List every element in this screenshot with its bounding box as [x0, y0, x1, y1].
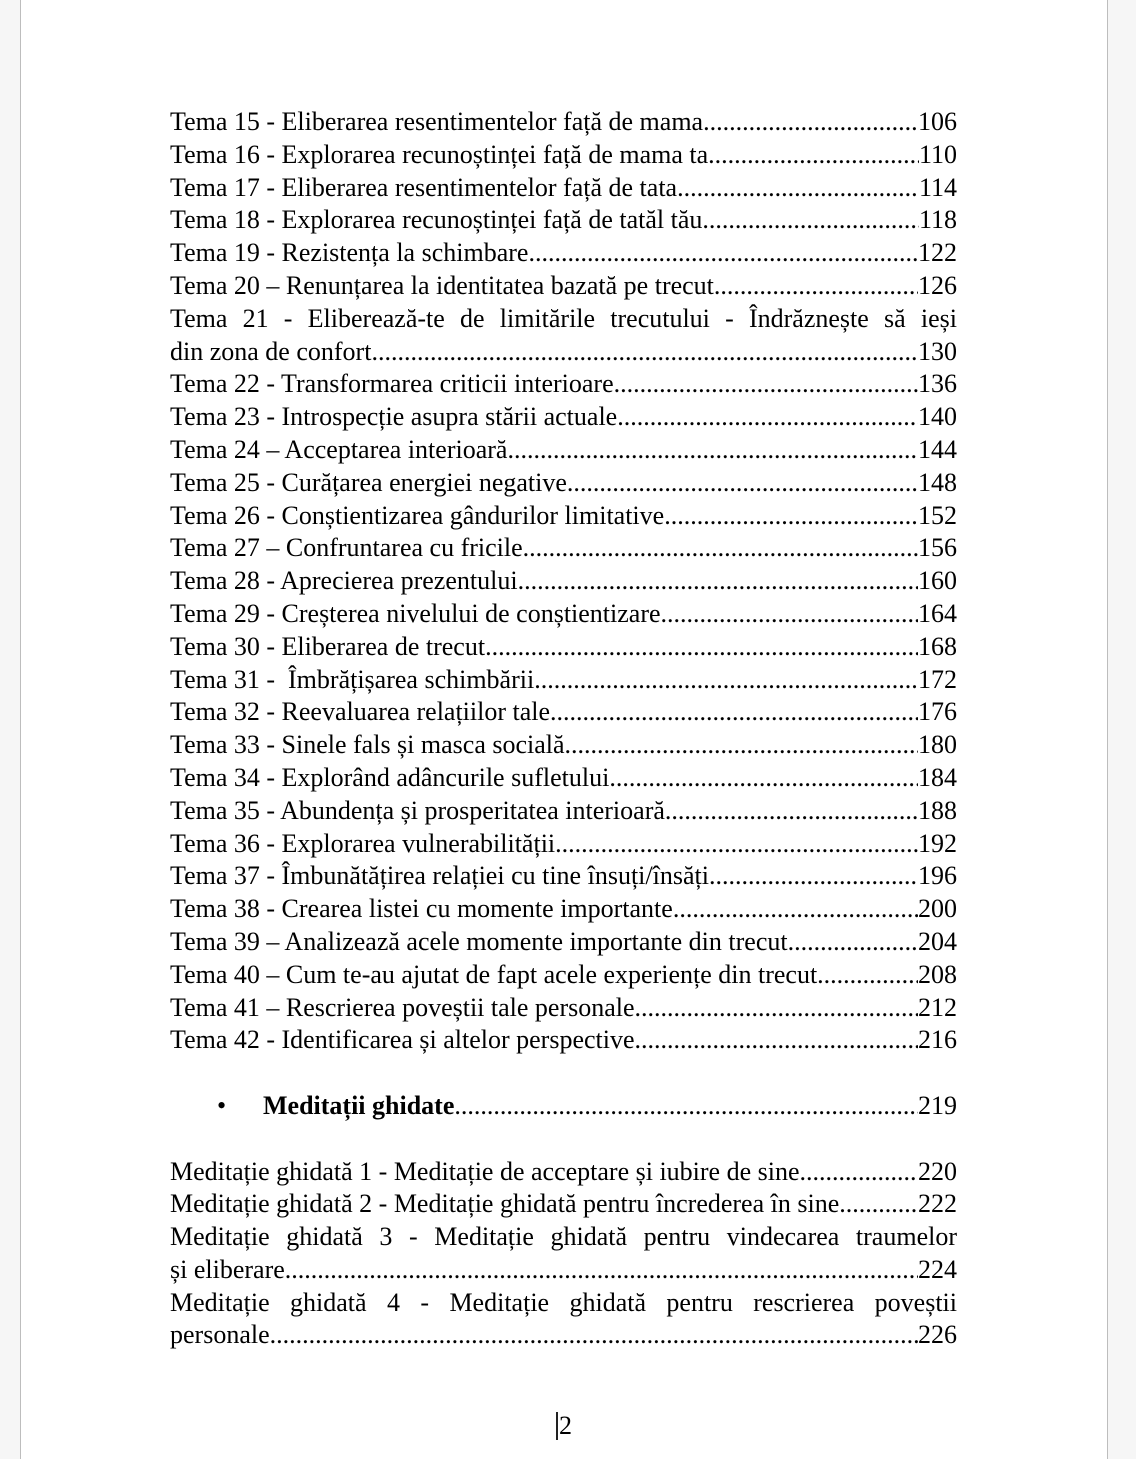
toc-entry-title: Meditație ghidată 2 - Meditație ghidată pentru încrederea în sine — [170, 1189, 840, 1219]
toc-entry[interactable] — [170, 992, 957, 1025]
dot-leader — [635, 1024, 918, 1057]
toc-entry-title: Tema 24 – Acceptarea interioară — [170, 434, 508, 464]
toc-entry[interactable] — [170, 664, 957, 697]
toc-entry-page: 156 — [918, 533, 957, 563]
toc-entry-title: Tema 28 - Aprecierea prezentului — [170, 566, 518, 596]
toc-section-title: Meditații ghidate — [263, 1090, 455, 1120]
toc-entry-title: Tema 33 - Sinele fals și masca socială — [170, 730, 565, 760]
dot-leader — [673, 893, 918, 926]
toc-entry-title: Tema 38 - Crearea listei cu momente importante — [170, 894, 673, 924]
dot-leader — [800, 1156, 918, 1189]
toc-entry-page: 188 — [918, 795, 957, 825]
toc-entry-page: 216 — [918, 1025, 957, 1055]
toc-entry-title: Tema 34 - Explorând adâncurile sufletului — [170, 762, 610, 792]
toc-entry[interactable] — [170, 500, 957, 533]
bullet-icon: • — [217, 1090, 227, 1120]
toc-entry[interactable] — [170, 795, 957, 828]
toc-entry-title: Tema 19 - Rezistența la schimbare — [170, 238, 529, 268]
toc-entry-continuation[interactable]: Meditație ghidată 4 - Meditație ghidată pentru rescrierea poveștii — [170, 1287, 957, 1317]
toc-entry[interactable] — [170, 893, 957, 926]
dot-leader — [507, 434, 918, 467]
dot-leader — [617, 401, 918, 434]
toc-entry-page: 224 — [918, 1254, 957, 1284]
toc-entry[interactable] — [170, 532, 957, 565]
toc-entry-page: 106 — [918, 107, 957, 136]
toc-entry[interactable] — [170, 204, 957, 237]
dot-leader — [708, 139, 919, 172]
dot-leader — [485, 631, 918, 664]
dot-leader — [709, 860, 918, 893]
toc-entry-page: 204 — [918, 926, 957, 956]
dot-leader — [371, 336, 918, 369]
toc-entry[interactable] — [170, 1156, 957, 1189]
toc-entry-title: Tema 25 - Curățarea energiei negative — [170, 467, 567, 497]
dot-leader — [817, 959, 918, 992]
toc-entry-title: Tema 35 - Abundența și prosperitatea interioară — [170, 795, 665, 825]
toc-entry-title: Tema 23 - Introspecție asupra stării actuale — [170, 402, 618, 432]
toc-entry[interactable] — [170, 368, 957, 401]
toc-entry-title: Tema 27 – Confruntarea cu fricile — [170, 533, 523, 563]
toc-entry[interactable] — [170, 237, 957, 270]
dot-leader — [677, 172, 919, 205]
toc-entry-page: 110 — [918, 139, 957, 169]
page-footer — [21, 1410, 1107, 1443]
toc-entry-page: 226 — [918, 1320, 957, 1350]
dot-leader — [609, 762, 918, 795]
dot-leader — [839, 1188, 918, 1221]
dot-leader — [555, 828, 918, 861]
page-number[interactable]: 2 — [559, 1411, 572, 1440]
toc-entry[interactable] — [170, 696, 957, 729]
dot-leader — [285, 1254, 918, 1287]
dot-leader — [534, 664, 918, 697]
document-page — [20, 0, 1108, 1459]
toc-entry-title: Tema 31 - Îmbrățișarea schimbării — [170, 664, 535, 694]
toc-entry-page: 200 — [918, 894, 957, 924]
toc-entry-page: 126 — [918, 270, 957, 300]
toc-entry[interactable] — [170, 926, 957, 959]
dot-leader — [567, 467, 918, 500]
dot-leader — [523, 532, 918, 565]
toc-entry[interactable] — [170, 106, 957, 139]
toc-entry[interactable] — [170, 959, 957, 992]
toc-entry-continuation[interactable]: Tema 21 - Eliberează-te de limitările trecutului - Îndrăznește să ieși — [170, 303, 957, 333]
dot-leader — [565, 729, 918, 762]
toc-entry[interactable] — [170, 1024, 957, 1057]
toc-entry[interactable] — [170, 467, 957, 500]
toc-entry-page: 118 — [918, 205, 957, 235]
dot-leader — [635, 992, 918, 1025]
toc-entry-page: 144 — [918, 434, 957, 464]
toc-entry-title: Tema 29 - Creșterea nivelului de conștientizare — [170, 598, 661, 628]
toc-entry-page: 192 — [918, 828, 957, 858]
dot-leader — [702, 204, 919, 237]
toc-list — [21, 0, 1107, 1352]
toc-entry-title: Tema 22 - Transformarea criticii interioare — [170, 369, 614, 399]
toc-entry-title: Tema 40 – Cum te-au ajutat de fapt acele experiențe din trecut — [170, 959, 818, 989]
toc-entry[interactable] — [170, 860, 957, 893]
toc-entry-page: 140 — [918, 402, 957, 432]
toc-entry-title: Tema 42 - Identificarea și altelor perspective — [170, 1025, 635, 1055]
toc-entry[interactable] — [170, 336, 957, 369]
toc-entry[interactable] — [170, 401, 957, 434]
dot-leader — [788, 926, 918, 959]
toc-entry-page: 196 — [918, 861, 957, 891]
toc-entry[interactable] — [170, 729, 957, 762]
toc-entry-title: Tema 32 - Reevaluarea relațiilor tale — [170, 697, 551, 727]
toc-entry-page: 222 — [918, 1189, 957, 1219]
toc-entry-page: 208 — [918, 959, 957, 989]
toc-entry[interactable] — [170, 598, 957, 631]
blank-line — [170, 1057, 957, 1090]
dot-leader — [550, 696, 918, 729]
toc-entry-title: Meditație ghidată 1 - Meditație de acceptare și iubire de sine — [170, 1156, 800, 1186]
toc-entry-title: Tema 20 – Renunțarea la identitatea bazată pe trecut — [170, 270, 714, 300]
toc-entry-page: 168 — [918, 631, 957, 661]
toc-entry-title: Tema 37 - Îmbunătățirea relației cu tine însuți/însăți — [170, 861, 709, 891]
toc-entry[interactable] — [170, 270, 957, 303]
dot-leader — [528, 237, 918, 270]
dot-leader — [664, 500, 918, 533]
toc-entry-page: 122 — [918, 238, 957, 268]
toc-entry[interactable] — [170, 434, 957, 467]
toc-entry[interactable] — [170, 172, 957, 205]
toc-entry[interactable] — [170, 139, 957, 172]
toc-entry-page: 220 — [918, 1156, 957, 1186]
toc-entry[interactable] — [170, 1319, 957, 1352]
toc-entry-page: 212 — [918, 992, 957, 1022]
blank-line — [170, 1123, 957, 1156]
toc-entry-title: Tema 18 - Explorarea recunoștinței față de tatăl tău — [170, 205, 703, 235]
toc-entry[interactable] — [170, 565, 957, 598]
toc-entry[interactable] — [170, 762, 957, 795]
toc-entry-title: Tema 17 - Eliberarea resentimentelor față de tata — [170, 172, 678, 202]
toc-entry[interactable] — [170, 1254, 957, 1287]
dot-leader — [454, 1090, 918, 1123]
toc-entry-page: 130 — [918, 336, 957, 366]
dot-leader — [614, 368, 918, 401]
toc-entry-page: 180 — [918, 730, 957, 760]
toc-entry-page: 136 — [918, 369, 957, 399]
dot-leader — [665, 795, 918, 828]
toc-entry-title: Tema 41 – Rescrierea poveștii tale personale — [170, 992, 635, 1022]
dot-leader — [270, 1319, 918, 1352]
toc-entry-page: 152 — [918, 500, 957, 530]
dot-leader — [703, 106, 918, 139]
toc-entry-title: și eliberare — [170, 1254, 285, 1284]
toc-entry-title: Tema 15 - Eliberarea resentimentelor față de mama — [170, 107, 704, 136]
toc-entry-title: personale — [170, 1320, 270, 1350]
toc-entry-page: 114 — [918, 172, 957, 202]
toc-entry-page: 184 — [918, 762, 957, 792]
toc-entry[interactable] — [170, 828, 957, 861]
toc-entry[interactable] — [170, 631, 957, 664]
toc-entry-page: 164 — [918, 598, 957, 628]
toc-entry-title: Tema 26 - Conștientizarea gândurilor limitative — [170, 500, 665, 530]
toc-entry[interactable] — [170, 1188, 957, 1221]
toc-entry-title: Tema 39 – Analizează acele momente importante din trecut — [170, 926, 788, 956]
dot-leader — [661, 598, 918, 631]
text-cursor — [556, 1412, 558, 1440]
toc-entry-title: din zona de confort — [170, 336, 372, 366]
dot-leader — [518, 565, 918, 598]
dot-leader — [714, 270, 918, 303]
toc-entry-page: 148 — [918, 467, 957, 497]
toc-entry-page: 172 — [918, 664, 957, 694]
toc-entry-continuation[interactable]: Meditație ghidată 3 - Meditație ghidată pentru vindecarea traumelor — [170, 1222, 957, 1252]
toc-entry-title: Tema 16 - Explorarea recunoștinței față de mama ta — [170, 139, 709, 169]
toc-entry-page: 160 — [918, 566, 957, 596]
toc-entry-title: Tema 30 - Eliberarea de trecut — [170, 631, 486, 661]
toc-section-bullet-item[interactable] — [170, 1090, 957, 1123]
toc-entry-page: 176 — [918, 697, 957, 727]
toc-entry-title: Tema 36 - Explorarea vulnerabilității — [170, 828, 556, 858]
toc-entry-page: 219 — [918, 1090, 957, 1120]
